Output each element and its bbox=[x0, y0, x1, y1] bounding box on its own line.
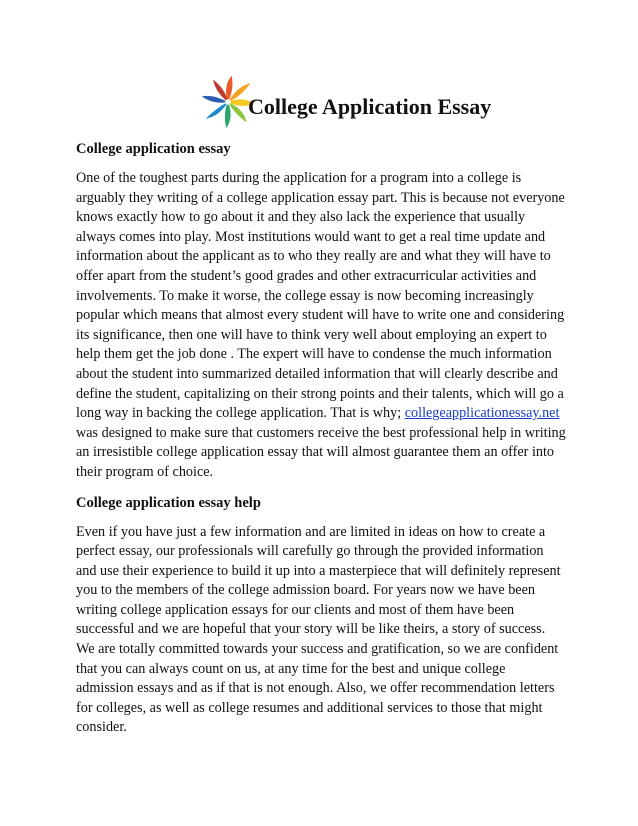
paragraph-text: One of the toughest parts during the application for a program into a college is arguably they writing of a college application essay part. This is because not everyone knows exactly how to go about it and they also lack the experience that usually always comes into play. Most institutions would want to get a real time update and information about the applicant as to who they really are and what they will have to offer apart from the student’s good grades and other extracurricular activities and involvements. To make it worse, the college essay is now becoming increasingly popular which means that almost every student will have to write one and considering its significance, then one will have to think very well about employing an expert to help them get the job done . The expert will have to condense the much information about the student into summarized detailed information that will clearly describe and define the student, capitalizing on their strong points and their talents, which will go a long way in backing the college application. That is why; bbox=[76, 170, 565, 422]
paragraph-text: was designed to make sure that customers receive the best professional help in writing an irresistible college application essay that will almost guarantee them an offer into their program of choice. bbox=[76, 424, 566, 480]
section-heading: College application essay help bbox=[76, 494, 261, 511]
document-title: College Application Essay bbox=[248, 94, 492, 119]
section-heading: College application essay bbox=[76, 141, 231, 157]
document-body bbox=[76, 140, 566, 749]
site-link[interactable]: collegeapplicationessay.net bbox=[404, 405, 560, 422]
document-header bbox=[200, 72, 560, 132]
section-paragraph: Even if you have just a few information and are limited in ideas on how to create a perfect essay, our professionals will carefully go through the provided information and use their experience to build it up into a masterpiece that will definitely represent you to the members of the college admission board. For years now we have been writing college application essays for our clients and most of them have been successful and we are hopeful that your story will be like theirs, a story of success. We are totally committed towards your success and gratification, so we are confident that you can always count on us, at any time for the best and unique college admission essays and as if that is not enough. Also, we offer recommendation letters for colleges, as well as college resumes and additional services to those that might consider. bbox=[76, 523, 561, 736]
section-paragraph bbox=[76, 169, 566, 483]
